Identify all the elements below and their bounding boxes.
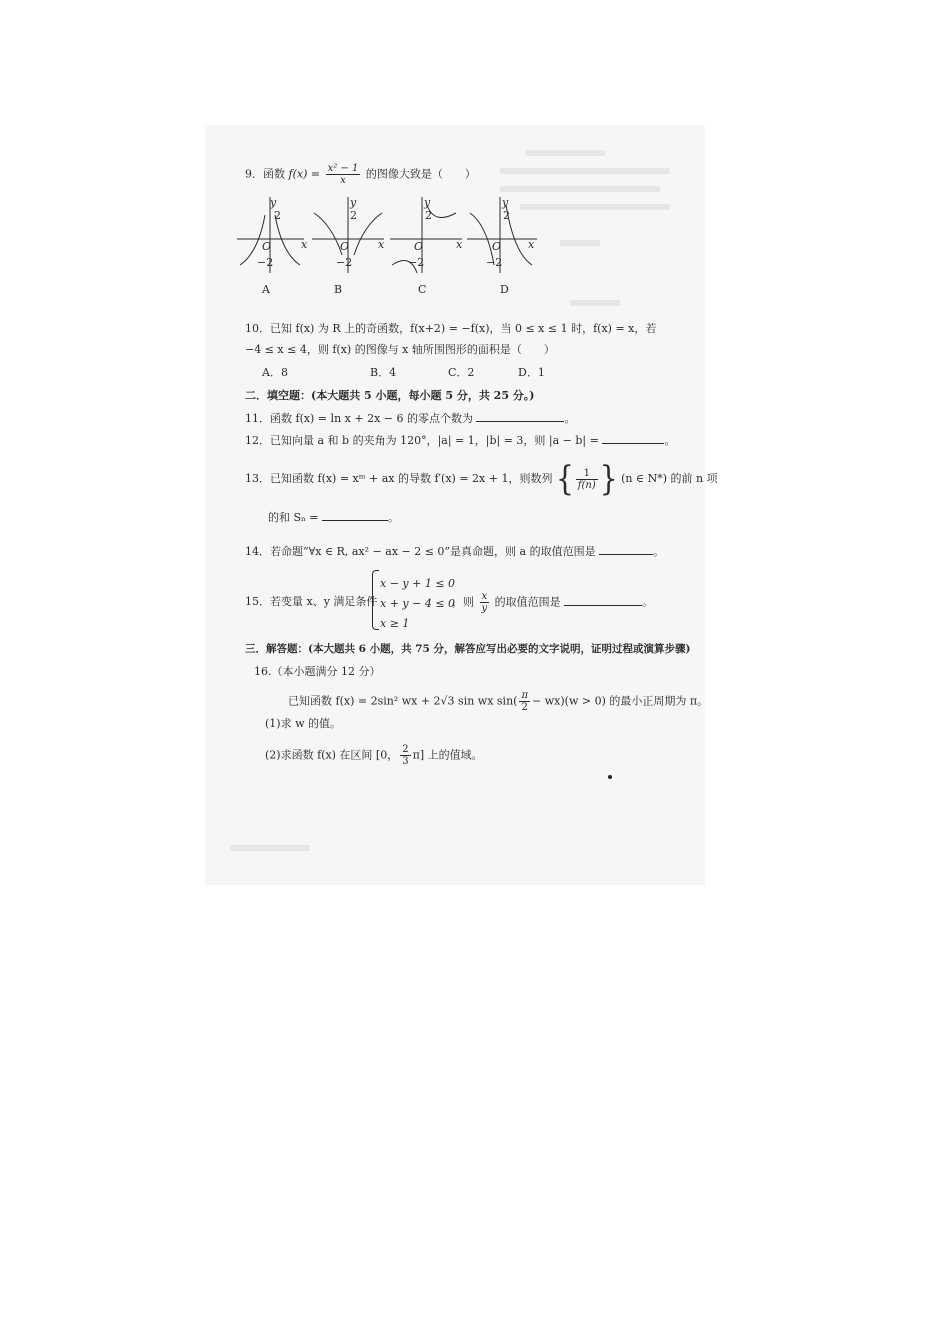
graph-a-x-label: x (301, 238, 308, 251)
q10-choice-c: C．2 (448, 366, 475, 379)
graph-c-y-label: y (424, 196, 431, 209)
option-d-label: D (500, 283, 509, 296)
q13-frac-den: f(n) (577, 479, 596, 491)
q15-answer-blank[interactable] (564, 595, 642, 606)
q16-fraction (519, 690, 530, 713)
q16-p2-frac-num: 2 (402, 744, 409, 755)
q13-frac-num: 1 (576, 468, 598, 480)
q10-choice-d: D．1 (518, 366, 545, 379)
graph-a-y-label: y (270, 196, 277, 209)
q16-heading: 16.（本小题满分 12 分） (254, 665, 381, 678)
graph-c-origin: O (414, 240, 424, 253)
bleed-through (525, 150, 605, 156)
q13-answer-blank[interactable] (322, 510, 388, 521)
q15-end: 。 (642, 595, 654, 609)
q10-line-1: 10．已知 f(x) 为 R 上的奇函数，f(x+2) = −f(x)，当 0 ≤ x ≤ 1 时，f(x) = x，若 (245, 322, 657, 335)
q15-mid: ，则 (452, 595, 474, 609)
q15-fraction (480, 591, 490, 614)
q12-text: 12．已知向量 a 和 b 的夹角为 120°，|a| = 1，|b| = 3，则 |a − b| = (245, 434, 599, 447)
q13-right-brace: } (599, 458, 618, 499)
section-2-heading: 二．填空题：(本大题共 5 小题，每小题 5 分，共 25 分。) (245, 389, 535, 402)
graph-d-origin: O (492, 240, 502, 253)
graph-d-x-label: x (528, 238, 535, 251)
q16-frac-den: 2 (521, 702, 528, 713)
question-9 (245, 163, 476, 186)
q15-text: 15．若变量 x、y 满足条件 (245, 595, 378, 608)
graph-a-origin: O (262, 240, 272, 253)
q15-frac-den: y (481, 603, 488, 614)
bleed-through (570, 300, 620, 306)
graph-d-tick-pos: 2 (503, 209, 510, 222)
q9-fraction (326, 163, 361, 186)
q14-end: 。 (653, 545, 665, 558)
q15-condition-1: x − y + 1 ≤ 0 (380, 577, 456, 590)
ink-dot (608, 775, 612, 779)
question-11 (245, 411, 575, 426)
q11-end: 。 (564, 412, 576, 425)
q14-text: 14．若命题“∀x ∈ R, ax² − ax − 2 ≤ 0”是真命题，则 a 的取值范围是 (245, 545, 596, 558)
q16-part-2-fraction (400, 744, 410, 767)
q16-part-2-b: π] 上的值域。 (412, 748, 483, 762)
graph-a-tick-neg: −2 (257, 256, 274, 269)
q13-end: 。 (388, 511, 400, 524)
q16-stem (288, 690, 708, 713)
q16-stem-a: 已知函数 f(x) = 2sin² wx + 2√3 sin wx sin( (288, 694, 518, 708)
graph-b-x-label: x (378, 238, 385, 251)
q9-frac-den: x (340, 175, 346, 186)
q10-choice-b: B．4 (370, 366, 397, 379)
q13-fraction (576, 468, 598, 491)
q15-condition-3: x ≥ 1 (380, 617, 410, 630)
q15-conditions (380, 574, 455, 634)
q9-function: f(x) = (288, 167, 321, 181)
question-13-line-2 (268, 510, 399, 525)
q11-text: 11．函数 f(x) = ln x + 2x − 6 的零点个数为 (245, 412, 473, 425)
option-c-label: C (418, 283, 427, 296)
q12-answer-blank[interactable] (602, 433, 664, 444)
question-15-tail (452, 591, 653, 614)
q12-end: 。 (664, 434, 676, 447)
graph-d-y-label: y (502, 196, 509, 209)
q14-answer-blank[interactable] (599, 544, 653, 555)
q10-line-2: −4 ≤ x ≤ 4，则 f(x) 的图像与 x 轴所围图形的面积是（ ） (245, 343, 555, 356)
q15-system-brace (372, 570, 379, 630)
graph-c-tick-pos: 2 (425, 209, 432, 222)
graph-d-tick-neg: −2 (486, 256, 503, 269)
q9-tail: 的图像大致是（ ） (365, 167, 476, 181)
q11-answer-blank[interactable] (476, 411, 564, 422)
graph-c-tick-neg: −2 (408, 256, 425, 269)
q16-p2-frac-den: 3 (402, 756, 409, 767)
q16-frac-num: π (521, 690, 529, 701)
graph-b-origin: O (340, 240, 350, 253)
q16-stem-b: − wx)(w > 0) 的最小正周期为 π。 (532, 694, 709, 708)
question-12 (245, 433, 675, 448)
bleed-through (560, 240, 600, 246)
q9-frac-num: x² − 1 (327, 163, 359, 174)
bleed-through (500, 168, 670, 174)
q16-part-2-a: (2)求函数 f(x) 在区间 [0， (265, 748, 399, 762)
q15-frac-num: x (480, 591, 490, 603)
section-3-heading: 三．解答题：(本大题共 6 小题，共 75 分，解答应写出必要的文字说明，证明过程或演算步骤) (245, 643, 691, 655)
question-13 (245, 458, 718, 499)
bleed-through (520, 204, 670, 210)
question-14 (245, 544, 664, 559)
graph-b-tick-neg: −2 (336, 256, 353, 269)
q13-left-brace: { (555, 458, 574, 499)
q13-text: 13．已知函数 f(x) = xᵐ + ax 的导数 f′(x) = 2x + 1，则数列 (245, 472, 553, 485)
q15-tail: 的取值范围是 (494, 595, 561, 609)
graph-b-tick-pos: 2 (350, 209, 357, 222)
q16-part-2 (265, 744, 483, 767)
graph-b-y-label: y (350, 196, 357, 209)
q9-number: 9．函数 (245, 167, 285, 181)
graph-a-tick-pos: 2 (274, 209, 281, 222)
q10-choice-a: A．8 (262, 366, 288, 379)
option-a-label: A (262, 283, 270, 296)
q13-tail: (n ∈ N*) 的前 n 项 (621, 472, 718, 485)
q15-condition-2: x + y − 4 ≤ 0 (380, 597, 456, 610)
q13-sum: 的和 Sₙ = (268, 511, 319, 524)
option-b-label: B (334, 283, 343, 296)
q16-part-1: (1)求 w 的值。 (265, 717, 341, 730)
graph-c-x-label: x (456, 238, 463, 251)
bleed-through (500, 186, 660, 192)
bleed-through (230, 845, 310, 851)
